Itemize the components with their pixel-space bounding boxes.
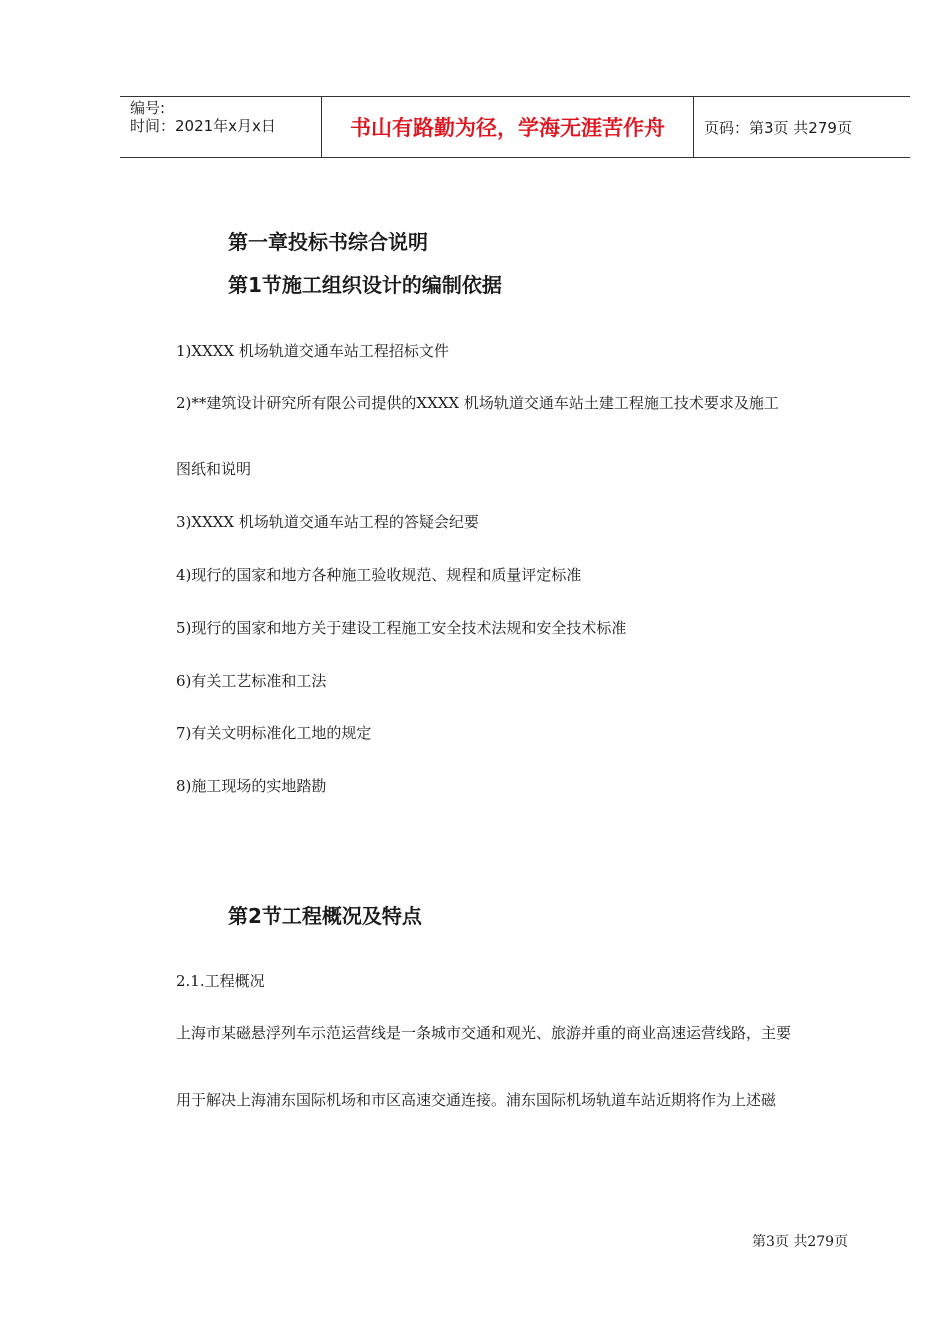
section-title-2: 第2节工程概况及特点 — [228, 904, 422, 928]
paragraph-line: 用于解决上海浦东国际机场和市区高速交通连接。浦东国际机场轨道车站近期将作为上述磁 — [176, 1091, 777, 1109]
list-item: 7)有关文明标准化工地的规定 — [176, 724, 372, 742]
list-item: 2)**建筑设计研究所有限公司提供的XXXX 机场轨道交通车站土建工程施工技术要求及施工 — [176, 394, 779, 412]
list-item: 图纸和说明 — [176, 460, 252, 478]
subsection-title: 2.1.工程概况 — [176, 972, 265, 990]
section-title-1: 第1节施工组织设计的编制依据 — [228, 273, 502, 297]
list-item: 4)现行的国家和地方各种施工验收规范、规程和质量评定标准 — [176, 566, 582, 584]
footer-page-number: 第3页 共279页 — [752, 1234, 849, 1250]
page-header — [120, 96, 910, 158]
header-motto: 书山有路勤为径，学海无涯苦作舟 — [322, 97, 694, 157]
list-item: 6)有关工艺标准和工法 — [176, 672, 327, 690]
paragraph-line: 上海市某磁悬浮列车示范运营线是一条城市交通和观光、旅游并重的商业高速运营线路，主要 — [176, 1024, 792, 1042]
header-meta — [120, 97, 322, 157]
list-item: 1)XXXX 机场轨道交通车站工程招标文件 — [176, 342, 449, 360]
chapter-title: 第一章投标书综合说明 — [228, 230, 428, 254]
document-number-label: 编号: — [130, 99, 166, 117]
list-item: 5)现行的国家和地方关于建设工程施工安全技术法规和安全技术标准 — [176, 619, 627, 637]
list-item: 8)施工现场的实地踏勘 — [176, 777, 327, 795]
list-item: 3)XXXX 机场轨道交通车站工程的答疑会纪要 — [176, 513, 479, 531]
document-date-label: 时间：2021年x月x日 — [130, 117, 276, 135]
header-page-number: 页码：第3页 共279页 — [704, 118, 852, 137]
